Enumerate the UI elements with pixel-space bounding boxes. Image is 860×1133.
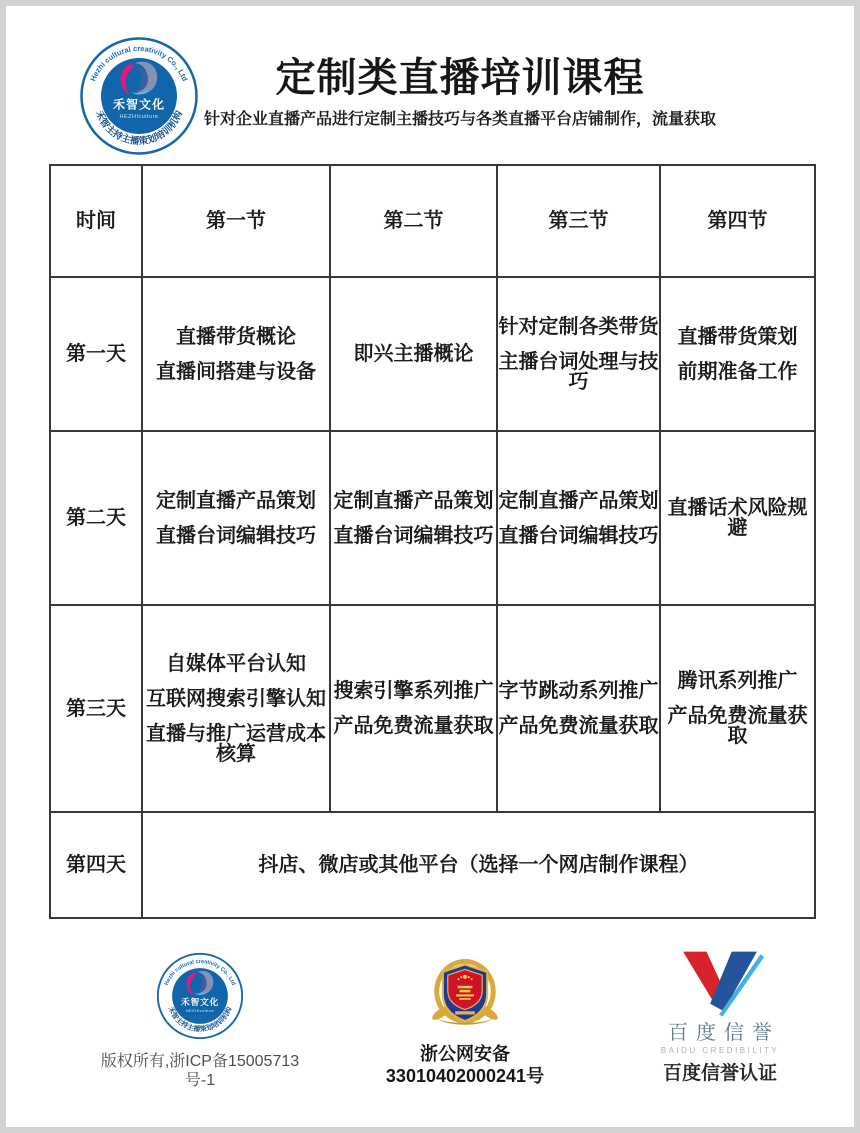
cell-day3-s1 (142, 605, 330, 812)
cell-line: 主播台词处理与技巧 (498, 350, 659, 393)
cell-line: 直播间搭建与设备 (156, 360, 316, 383)
cell-line: 搜索引擎系列推广 (333, 680, 494, 702)
table-row-day2 (50, 431, 815, 605)
row-label-day2: 第二天 (50, 431, 142, 605)
cell-line: 前期准备工作 (677, 360, 798, 383)
cell-line: 产品免费流量获取 (498, 715, 659, 737)
cell-line: 定制直播产品策划 (498, 489, 659, 512)
cell-day1-s1 (142, 277, 330, 431)
cell-line: 直播台词编辑技巧 (333, 524, 494, 547)
col-header-session3: 第三节 (497, 165, 660, 277)
baidu-cert-text: 百度信誉认证 (662, 1062, 777, 1084)
cell-line: 直播带货策划 (677, 325, 798, 348)
page-subtitle: 针对企业直播产品进行定制主播技巧与各类直播平台店铺制作，流量获取 (203, 111, 716, 128)
cell-line: 针对定制各类带货 (498, 315, 659, 338)
cell-day2-s1 (142, 431, 330, 605)
cell-day1-s3 (497, 277, 660, 431)
page-title: 定制类直播培训课程 (275, 56, 645, 100)
col-header-session4: 第四节 (660, 165, 815, 277)
row-label-day3: 第三天 (50, 605, 142, 812)
cell-line: 抖店、微店或其他平台（选择一个网店制作课程） (258, 854, 699, 876)
cell-day2-s2 (330, 431, 497, 605)
cell-day3-s3 (497, 605, 660, 812)
col-header-session1: 第一节 (142, 165, 330, 277)
footer-copyright-block (100, 952, 300, 1090)
cell-line: 腾讯系列推广 (677, 670, 798, 692)
cell-line: 即兴主播概论 (353, 343, 474, 365)
header (60, 0, 860, 150)
footer-police-block (350, 952, 580, 1087)
baidu-credibility-icon (668, 948, 772, 1020)
cell-line: 产品免费流量获取 (333, 715, 494, 737)
cell-day1-s4 (660, 277, 815, 431)
footer-baidu-block (628, 948, 812, 1085)
hezhi-seal-icon (156, 952, 244, 1040)
cell-day4-merged (142, 812, 815, 918)
cell-line: 字节跳动系列推广 (498, 680, 659, 702)
col-header-time: 时间 (50, 165, 142, 277)
cell-line: 产品免费流量获取 (667, 705, 808, 747)
col-header-session2: 第二节 (330, 165, 497, 277)
table-row-day3 (50, 605, 815, 812)
cell-day2-s3 (497, 431, 660, 605)
cell-day3-s4 (660, 605, 815, 812)
table-row-day4 (50, 812, 815, 918)
cell-line: 直播与推广运营成本核算 (146, 722, 326, 765)
police-badge-icon (424, 952, 506, 1036)
baidu-name-en: BAIDU CREDIBILITY (660, 1046, 780, 1055)
cell-line: 直播台词编辑技巧 (498, 524, 659, 547)
police-record-text: 浙公网安备 33010402000241号 (385, 1044, 545, 1086)
cell-line: 互联网搜索引擎认知 (146, 687, 326, 710)
copyright-text: 版权所有,浙ICP备15005713号-1 (100, 1053, 300, 1090)
row-label-day1: 第一天 (50, 277, 142, 431)
table-row-day1 (50, 277, 815, 431)
cell-line: 自媒体平台认知 (166, 652, 306, 675)
cell-line: 直播带货概论 (176, 325, 296, 348)
cell-day1-s2 (330, 277, 497, 431)
cell-day2-s4 (660, 431, 815, 605)
cell-line: 定制直播产品策划 (333, 489, 494, 512)
cell-line: 定制直播产品策划 (156, 489, 316, 512)
table-header-row (50, 165, 815, 277)
row-label-day4: 第四天 (50, 812, 142, 918)
baidu-name-cn: 百度信誉 (668, 1022, 780, 1044)
cell-line: 直播台词编辑技巧 (156, 524, 316, 547)
cell-day3-s2 (330, 605, 497, 812)
course-schedule-table (49, 164, 816, 919)
cell-line: 直播话术风险规避 (667, 497, 808, 539)
